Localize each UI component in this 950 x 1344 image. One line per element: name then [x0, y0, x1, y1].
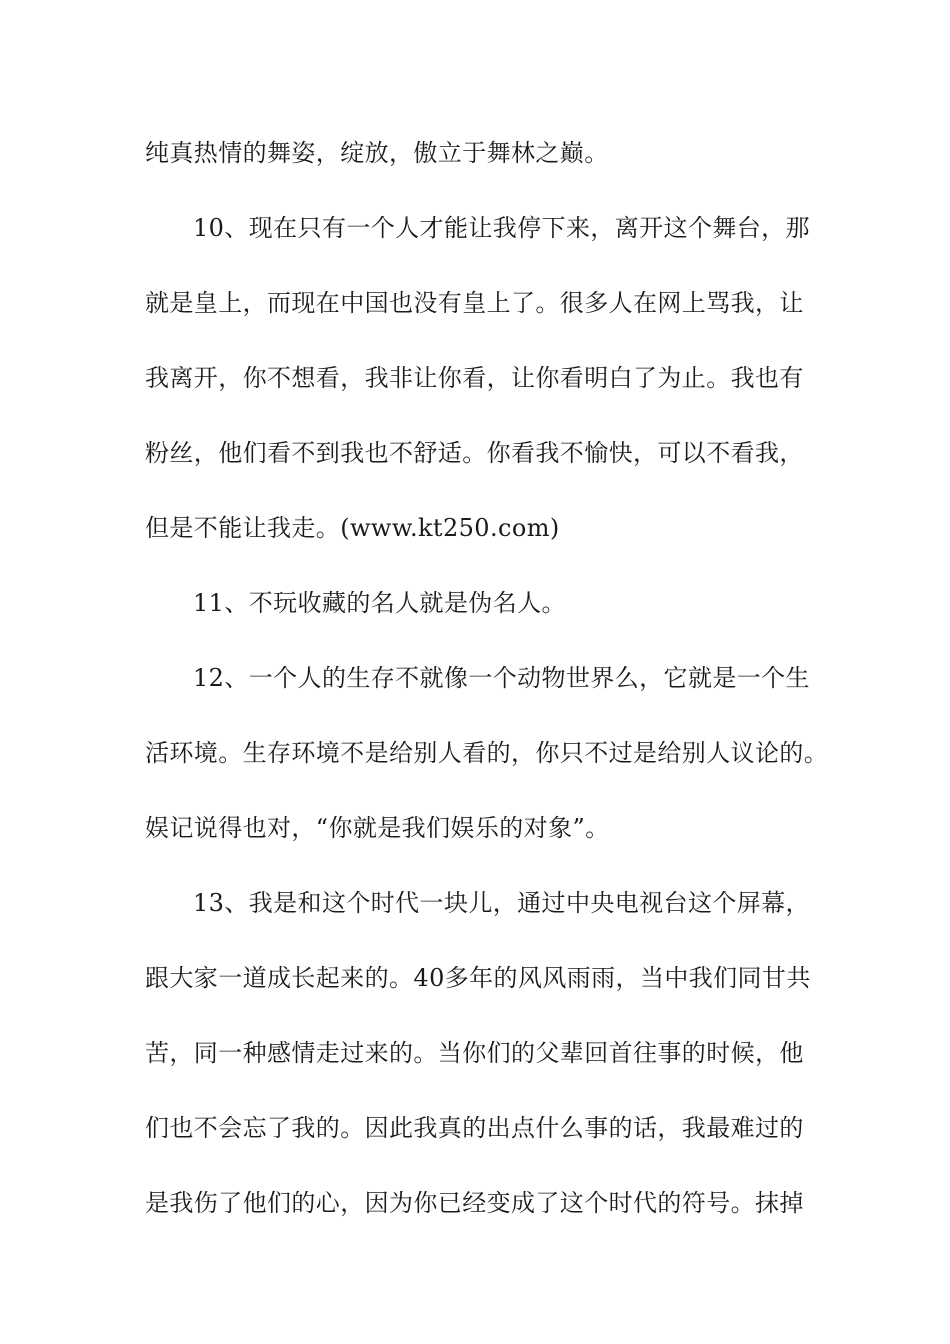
text-line: 娱记说得也对，“你就是我们娱乐的对象”。 [145, 814, 610, 842]
text-line: 纯真热情的舞姿，绽放，傲立于舞林之巅。 [145, 139, 609, 167]
text-line: 粉丝，他们看不到我也不舒适。你看我不愉快，可以不看我， [145, 439, 804, 467]
text-line: 活环境。生存环境不是给别人看的，你只不过是给别人议论的。 [145, 739, 829, 767]
text-line: 13、我是和这个时代一块儿，通过中央电视台这个屏幕， [193, 889, 810, 917]
text-line: 我离开，你不想看，我非让你看，让你看明白了为止。我也有 [145, 364, 804, 392]
text-line: 是我伤了他们的心，因为你已经变成了这个时代的符号。抹掉 [145, 1189, 804, 1217]
text-line: 10、现在只有一个人才能让我停下来，离开这个舞台，那 [193, 214, 810, 242]
text-line: 就是皇上，而现在中国也没有皇上了。很多人在网上骂我，让 [145, 289, 804, 317]
text-line: 12、一个人的生存不就像一个动物世界么，它就是一个生 [193, 664, 810, 692]
text-line: 苦，同一种感情走过来的。当你们的父辈回首往事的时候，他 [145, 1039, 804, 1067]
text-line: 但是不能让我走。(www.kt250.com) [145, 514, 560, 542]
text-line: 跟大家一道成长起来的。40多年的风风雨雨，当中我们同甘共 [145, 964, 811, 992]
text-line: 们也不会忘了我的。因此我真的出点什么事的话，我最难过的 [145, 1114, 804, 1142]
text-line: 11、不玩收藏的名人就是伪名人。 [193, 589, 566, 617]
